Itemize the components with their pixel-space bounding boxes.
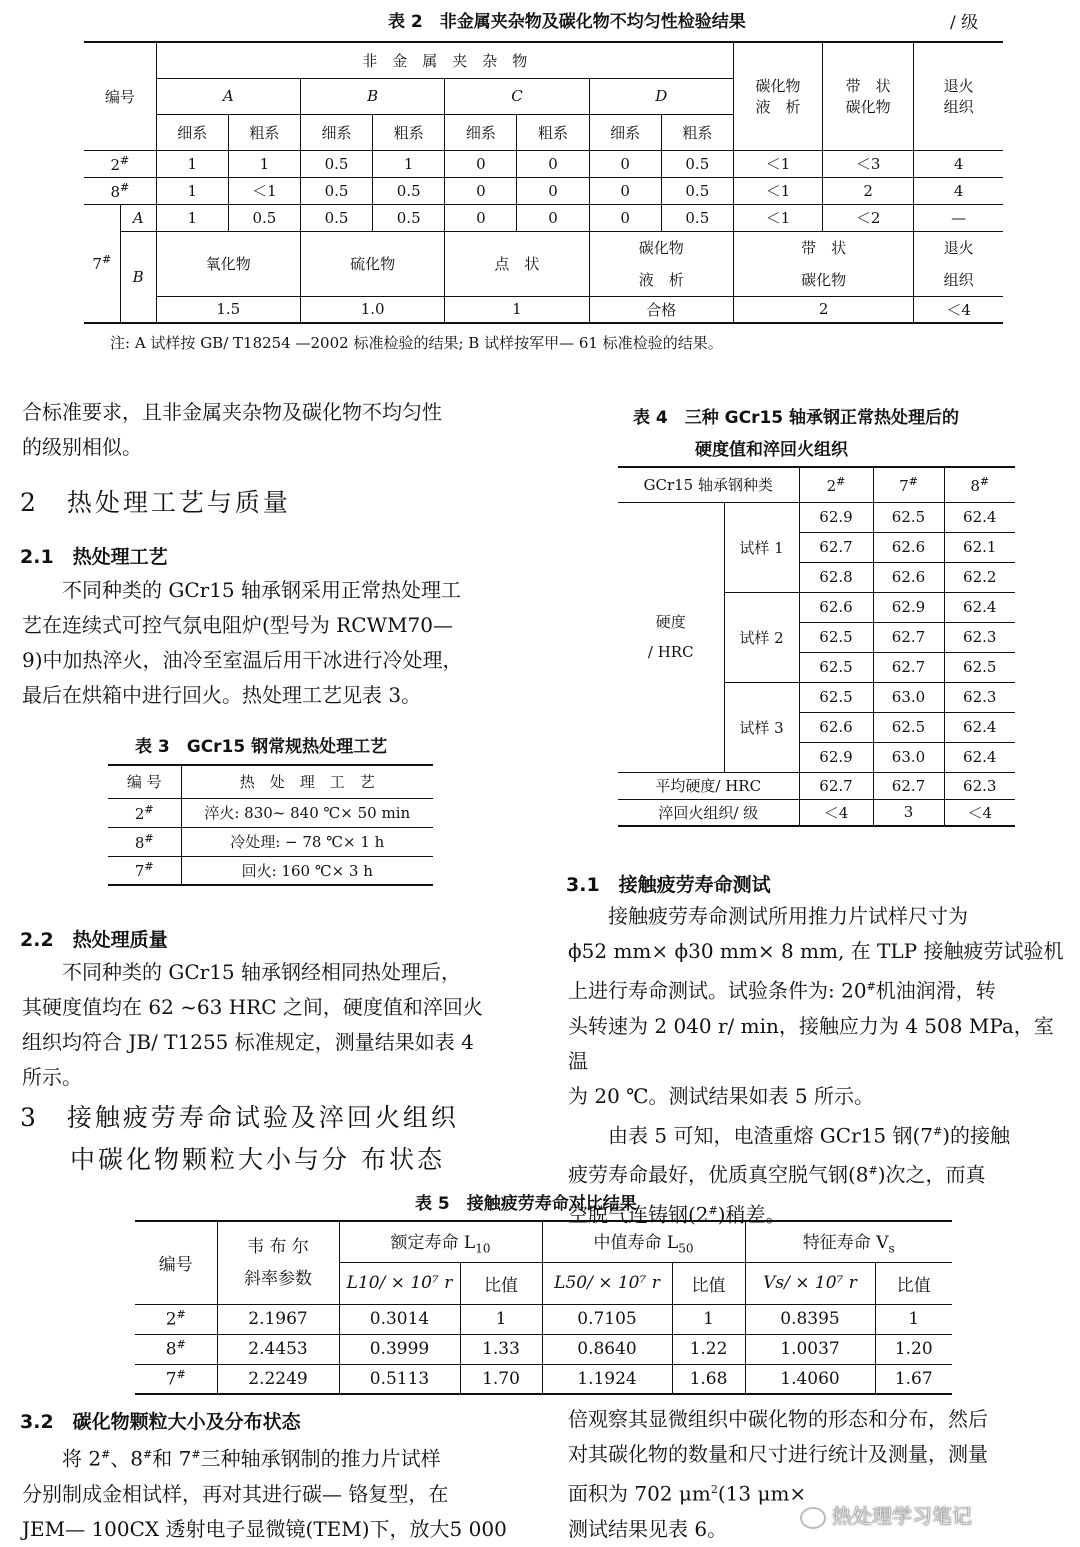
t5-cell: 1 — [460, 1304, 542, 1334]
t4-cell: 62.5 — [799, 652, 873, 682]
t3-proc: 冷处理: − 78 ℃× 1 h — [181, 827, 433, 856]
t5-h-l10: 额定寿命 $L_{10}$ — [339, 1221, 542, 1262]
t4-cell: 62.7 — [873, 622, 944, 652]
t2-h-inclusion: 非 金 属 夹 杂 物 — [156, 42, 733, 78]
t5-h-id: 编号 — [135, 1221, 217, 1304]
left-paragraph-3: 不同种类的 GCr15 轴承钢经相同热处理后， 其硬度值均在 62 ~63 HRC 之间，硬度值和淬回火 组织均符合 JB/ T1255 标准规定，测量结果如表 4 所示。 — [22, 960, 483, 1089]
table2-note: 注: A 试样按 GB/ T18254 —2002 标准检验的结果; B 试样按军甲— 61 标准检验的结果。 — [110, 334, 723, 352]
t5-h-vs: 特征寿命 $V_s$ — [745, 1221, 952, 1262]
t4-cell: 62.3 — [944, 772, 1015, 799]
t4-cell: 62.9 — [873, 592, 944, 622]
t2-cell: 1 — [156, 204, 228, 231]
wechat-icon — [800, 1507, 826, 1529]
t2-h-banded: 带 状 碳化物 — [823, 42, 914, 150]
t4-cell: 62.4 — [944, 742, 1015, 772]
t4-struct-label: 淬回火组织/ 级 — [618, 799, 799, 826]
table2 — [84, 41, 1003, 324]
t5-cell: 1 — [672, 1304, 745, 1334]
t2-cell: 0.5 — [373, 177, 445, 204]
t5-cell: 2.4453 — [217, 1334, 339, 1364]
t5-sub-vs: Vs/ × 10⁷ r — [745, 1262, 875, 1304]
t4-cell: 62.3 — [944, 682, 1015, 712]
t4-col: 8# — [944, 467, 1015, 502]
t3-h-id: 编 号 — [108, 765, 181, 798]
t2-sub-a: A — [120, 204, 156, 231]
t2-group-b: B — [300, 78, 444, 114]
t4-cell: 62.9 — [799, 502, 873, 532]
t4-cell: 62.5 — [799, 682, 873, 712]
t2-cell: 0 — [589, 204, 661, 231]
t2-coarse: 粗系 — [517, 114, 589, 150]
t5-cell: 0.3999 — [339, 1334, 460, 1364]
t2-row-id: 8# — [84, 177, 156, 204]
t2-cell: 合格 — [589, 296, 733, 323]
watermark: 热处理学习笔记 — [800, 1500, 972, 1529]
t5-cell: 1.20 — [875, 1334, 952, 1364]
t2-b-banded: 带 状 碳化物 — [733, 231, 913, 296]
t4-cell: 63.0 — [873, 682, 944, 712]
t2-cell: 1 — [373, 150, 445, 177]
table2-unit: / 级 — [950, 13, 979, 33]
left-paragraph-1: 合标准要求，且非金属夹杂物及碳化物不均匀性 的级别相似。 — [22, 400, 442, 459]
t4-col: 7# — [873, 467, 944, 502]
t3-h-proc: 热 处 理 工 艺 — [181, 765, 433, 798]
t2-group-d: D — [589, 78, 733, 114]
t2-h-annealed: 退火 组织 — [914, 42, 1003, 150]
t4-cell: 62.6 — [799, 592, 873, 622]
table3-caption: 表 3 GCr15 钢常规热处理工艺 — [135, 737, 388, 757]
t2-cell: 0 — [589, 150, 661, 177]
t2-fine: 细系 — [589, 114, 661, 150]
t2-cell: — — [914, 204, 1003, 231]
t4-cell: 62.6 — [873, 562, 944, 592]
t2-cell: 0.5 — [300, 204, 372, 231]
t5-cell: 1.68 — [672, 1364, 745, 1394]
table-row — [84, 150, 1003, 177]
t2-cell: 0 — [517, 150, 589, 177]
t2-coarse: 粗系 — [373, 114, 445, 150]
t5-cell: 0.8640 — [542, 1334, 672, 1364]
t4-cell: 62.4 — [944, 592, 1015, 622]
t2-cell: 1 — [156, 150, 228, 177]
table4 — [618, 466, 1015, 827]
t2-cell: 0 — [445, 150, 517, 177]
t5-h-weibull: 韦 布 尔 斜率参数 — [217, 1221, 339, 1304]
t2-cell: 0 — [445, 177, 517, 204]
t2-cell: 0.5 — [228, 204, 300, 231]
t2-cell: ＜3 — [823, 150, 914, 177]
t2-cell: 0 — [589, 177, 661, 204]
t2-coarse: 粗系 — [661, 114, 733, 150]
t2-cell: 0.5 — [300, 177, 372, 204]
t4-cell: 62.6 — [873, 532, 944, 562]
t3-proc: 淬火: 830~ 840 ℃× 50 min — [181, 798, 433, 827]
t2-row-id: 2# — [84, 150, 156, 177]
t2-cell: 0.5 — [373, 204, 445, 231]
t2-row-id-7: 7# — [84, 204, 120, 323]
left-paragraph-2: 不同种类的 GCr15 轴承钢采用正常热处理工 艺在连续式可控气氛电阻炉(型号为 RCWM70— 9)中加热淬火，油冷至室温后用干冰进行冷处理， 最后在烘箱中进行回火。热处理工艺见表 3。 — [22, 578, 463, 707]
t4-hardness-label: 硬度 / HRC — [618, 502, 724, 772]
t5-ratio: 比值 — [460, 1262, 542, 1304]
t2-cell: 2 — [733, 296, 913, 323]
t5-cell: 1.0037 — [745, 1334, 875, 1364]
table3 — [108, 764, 433, 886]
t2-cell: 1.0 — [300, 296, 444, 323]
t2-cell: 0 — [517, 177, 589, 204]
table-row — [108, 798, 433, 827]
t4-cell: ＜4 — [944, 799, 1015, 826]
t2-group-a: A — [156, 78, 300, 114]
t5-ratio: 比值 — [672, 1262, 745, 1304]
t2-cell: 0.5 — [300, 150, 372, 177]
table5 — [135, 1220, 952, 1395]
t2-cell: 4 — [914, 150, 1003, 177]
t4-sample: 试样 1 — [724, 502, 799, 592]
table4-caption-1: 表 4 三种 GCr15 轴承钢正常热处理后的 — [633, 408, 960, 428]
t4-cell: 62.4 — [944, 502, 1015, 532]
t5-cell: 2.2249 — [217, 1364, 339, 1394]
t2-fine: 细系 — [445, 114, 517, 150]
table-row — [135, 1334, 952, 1364]
t4-avg-label: 平均硬度/ HRC — [618, 772, 799, 799]
t4-cell: 3 — [873, 799, 944, 826]
t4-cell: 62.5 — [873, 502, 944, 532]
section-3-heading: 3 接触疲劳寿命试验及淬回火组织 中碳化物颗粒大小与分 布状态 — [20, 1103, 459, 1174]
t2-group-c: C — [445, 78, 589, 114]
t3-proc: 回火: 160 ℃× 3 h — [181, 856, 433, 885]
t2-b-oxide: 氧化物 — [156, 231, 300, 296]
table-row — [618, 772, 1015, 799]
t4-cell: 62.2 — [944, 562, 1015, 592]
t2-cell: 0.5 — [661, 150, 733, 177]
t2-b-sulfide: 硫化物 — [300, 231, 444, 296]
t4-sample: 试样 2 — [724, 592, 799, 682]
t5-cell: 1.67 — [875, 1364, 952, 1394]
t5-sub-l10: L10/ × 10⁷ r — [339, 1262, 460, 1304]
t2-cell: 1 — [445, 296, 589, 323]
t5-cell: 1.22 — [672, 1334, 745, 1364]
t5-cell: 1 — [875, 1304, 952, 1334]
t4-cell: 62.3 — [944, 622, 1015, 652]
t2-cell: 1 — [228, 150, 300, 177]
t2-cell: 0 — [445, 204, 517, 231]
t5-cell: 1.33 — [460, 1334, 542, 1364]
t4-cell: 63.0 — [873, 742, 944, 772]
t2-fine: 细系 — [300, 114, 372, 150]
t4-h-type: GCr15 轴承钢种类 — [618, 467, 799, 502]
t2-cell: 0 — [517, 204, 589, 231]
t4-cell: 62.7 — [873, 652, 944, 682]
t2-fine: 细系 — [156, 114, 228, 150]
t5-id: 8# — [135, 1334, 217, 1364]
t2-cell: 2 — [823, 177, 914, 204]
t2-cell: 1.5 — [156, 296, 300, 323]
t5-sub-l50: L50/ × 10⁷ r — [542, 1262, 672, 1304]
t4-cell: 62.4 — [944, 712, 1015, 742]
table4-caption-2: 硬度值和淬回火组织 — [695, 440, 848, 460]
section-3-1-heading: 3.1 接触疲劳寿命测试 — [566, 874, 771, 896]
section-2-1-heading: 2.1 热处理工艺 — [20, 546, 168, 568]
t3-id: 2# — [108, 798, 181, 827]
t2-h-id: 编号 — [84, 42, 156, 150]
t2-b-carbide-seg: 碳化物 液 析 — [589, 231, 733, 296]
table-row — [618, 502, 1015, 532]
t2-sub-b: B — [120, 231, 156, 323]
t2-cell: 1 — [156, 177, 228, 204]
t4-sample: 试样 3 — [724, 682, 799, 772]
t2-cell: ＜1 — [733, 177, 822, 204]
t3-id: 8# — [108, 827, 181, 856]
t2-b-spot: 点 状 — [445, 231, 589, 296]
t4-cell: 62.7 — [799, 772, 873, 799]
t5-cell: 1.70 — [460, 1364, 542, 1394]
section-3-2-heading: 3.2 碳化物颗粒大小及分布状态 — [20, 1411, 301, 1433]
table-row — [84, 296, 1003, 323]
t4-cell: 62.6 — [799, 712, 873, 742]
t2-coarse: 粗系 — [228, 114, 300, 150]
t2-cell: ＜1 — [228, 177, 300, 204]
table-row — [84, 177, 1003, 204]
t2-cell: ＜4 — [914, 296, 1003, 323]
t4-cell: ＜4 — [799, 799, 873, 826]
table-row — [108, 856, 433, 885]
t5-cell: 1.1924 — [542, 1364, 672, 1394]
t5-cell: 0.7105 — [542, 1304, 672, 1334]
t4-cell: 62.7 — [873, 772, 944, 799]
t2-cell: 4 — [914, 177, 1003, 204]
t5-cell: 2.1967 — [217, 1304, 339, 1334]
table-row — [135, 1364, 952, 1394]
t4-cell: 62.8 — [799, 562, 873, 592]
t5-cell: 0.8395 — [745, 1304, 875, 1334]
t2-b-annealed: 退火 组织 — [914, 231, 1003, 296]
section-2-heading: 2 热处理工艺与质量 — [20, 488, 291, 517]
t2-h-carbide-seg: 碳化物 液 析 — [733, 42, 822, 150]
t5-cell: 1.4060 — [745, 1364, 875, 1394]
t2-cell: 0.5 — [661, 204, 733, 231]
table2-caption: 表 2 非金属夹杂物及碳化物不均匀性检验结果 — [388, 12, 746, 32]
t4-cell: 62.5 — [799, 622, 873, 652]
t4-cell: 62.5 — [944, 652, 1015, 682]
t5-cell: 0.3014 — [339, 1304, 460, 1334]
t4-cell: 62.9 — [799, 742, 873, 772]
right-paragraph-2: 倍观察其显微组织中碳化物的形态和分布，然后 对其碳化物的数量和尺寸进行统计及测量，测量 面积为 702 $\mu m^2(13$ μm× 测试结果见表 6。 — [568, 1407, 988, 1541]
table-row — [618, 799, 1015, 826]
t2-cell: ＜1 — [733, 204, 822, 231]
table-row — [84, 204, 1003, 231]
t5-cell: 0.5113 — [339, 1364, 460, 1394]
t2-cell: ＜2 — [823, 204, 914, 231]
section-2-2-heading: 2.2 热处理质量 — [20, 929, 168, 951]
table5-caption: 表 5 接触疲劳寿命对比结果 — [415, 1194, 637, 1214]
t4-cell: 62.5 — [873, 712, 944, 742]
left-paragraph-4: 将 2#、8#和 7#三种轴承钢制的推力片试样 分别制成金相试样，再对其进行碳— 铬复型，在 JEM— 100CX 透射电子显微镜(TEM)下，放大5 000 — [22, 1446, 507, 1541]
right-paragraph-1: 接触疲劳寿命测试所用推力片试样尺寸为 ϕ52 mm× ϕ30 mm× 8 mm, 在 TLP 接触疲劳试验机 上进行寿命测试。试验条件为: 20#机油润滑，转 头转速为 2 040 r/ min，接触应力为 4 508 MPa，室温 为 20 ℃。测试结果如表 5 所示。 由表 5 可知，电渣重熔 GCr15 钢(7#)的接触 疲劳寿命最好，优质真空脱气钢(8#)次之，而真 空脱气连铸钢(2#)稍差。 — [568, 904, 1064, 1227]
t4-col: 2# — [799, 467, 873, 502]
t5-id: 2# — [135, 1304, 217, 1334]
t5-id: 7# — [135, 1364, 217, 1394]
t5-ratio: 比值 — [875, 1262, 952, 1304]
t4-cell: 62.1 — [944, 532, 1015, 562]
t5-h-l50: 中值寿命 $L_{50}$ — [542, 1221, 745, 1262]
t4-cell: 62.7 — [799, 532, 873, 562]
t3-id: 7# — [108, 856, 181, 885]
table-row — [108, 827, 433, 856]
t2-cell: 0.5 — [661, 177, 733, 204]
t2-cell: ＜1 — [733, 150, 822, 177]
table-row — [135, 1304, 952, 1334]
